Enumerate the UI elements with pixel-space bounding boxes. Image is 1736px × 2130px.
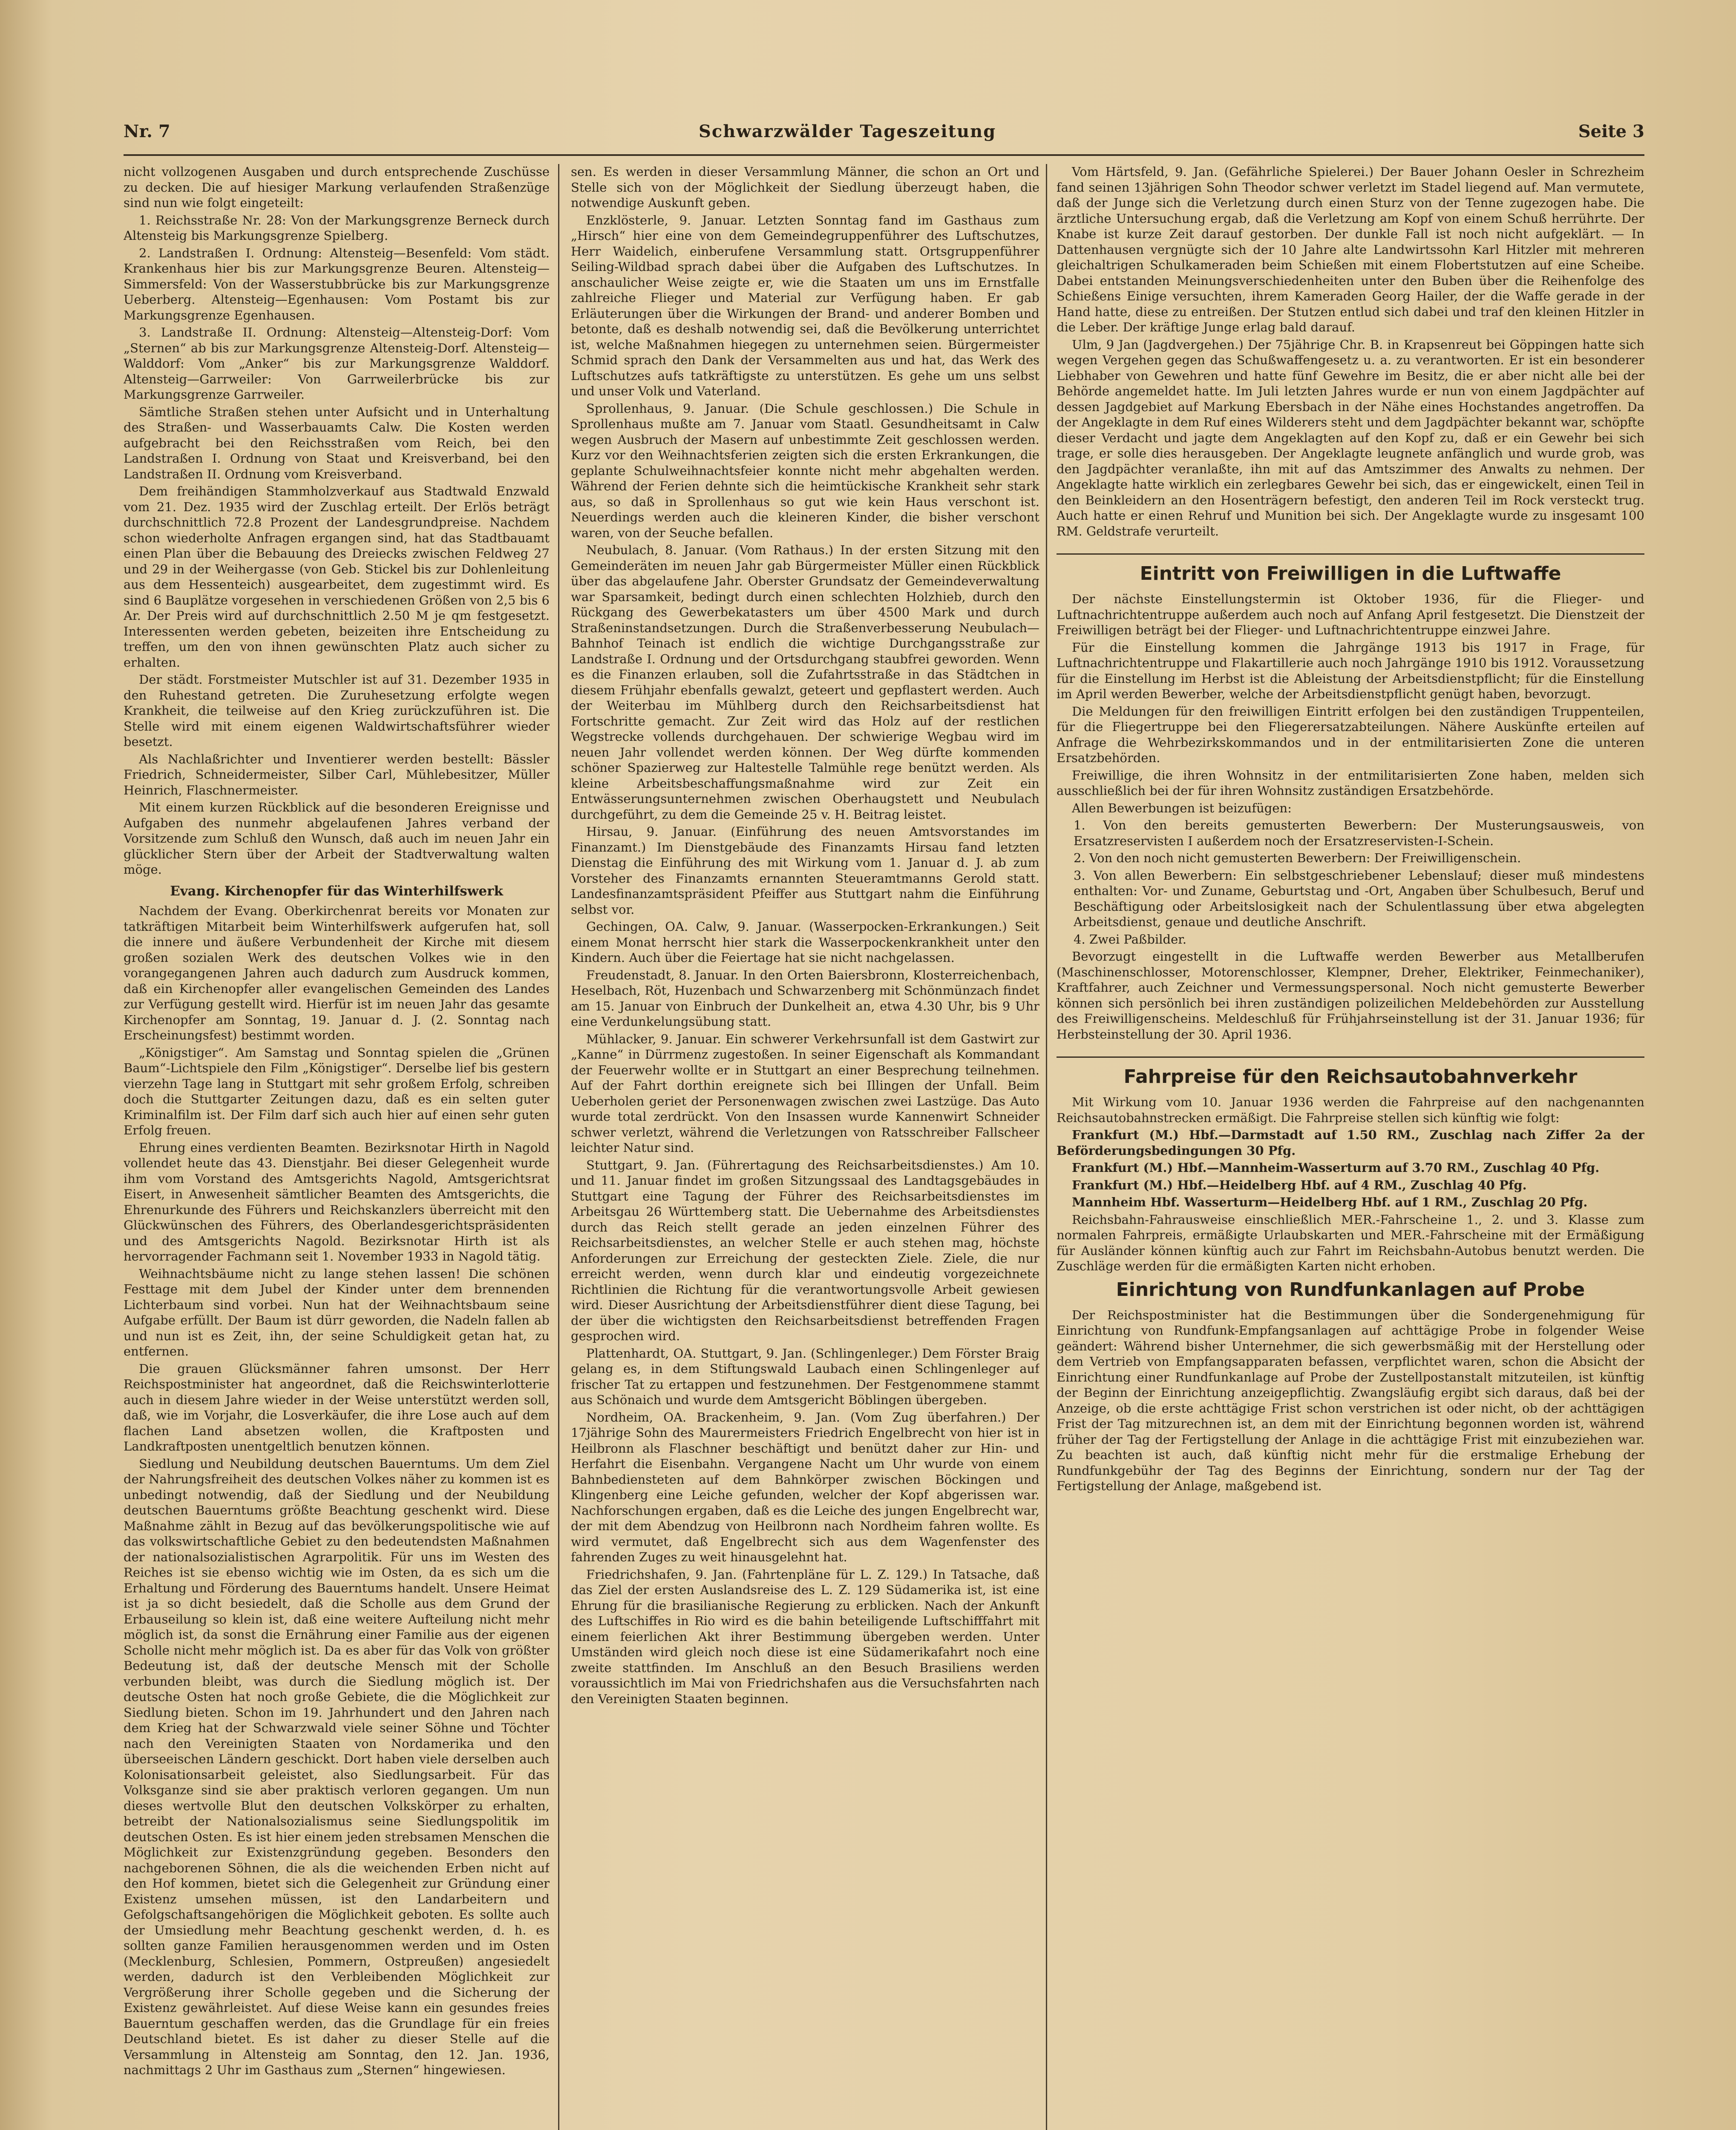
article-paragraph: Friedrichshafen, 9. Jan. (Fahrtenpläne für L. Z. 129.) In Tatsache, daß das Ziel der ersten Auslandsreise des L. Z. 129 Südamerika ist, ist eine Ehrung für die brasilianische Regierung zu erblicken. Nach der Ankunft des Luftschiffes in Rio wird es die bahin beteiligende Luftschifffahrt mit einem feierlichen Akt ihrer Bestimmung übergeben werden. Unter Umständen wird gleich noch diese ist eine Südamerikafahrt noch eine zweite stattfinden. Im Anschluß an den Besuch Brasiliens werden voraussichtlich im Mai von Friedrichshafen aus die Versuchsfahrten nach den Vereinigten Staaten beginnen. (571, 1567, 1039, 1706)
article-paragraph: Sprollenhaus, 9. Januar. (Die Schule geschlossen.) Die Schule in Sprollenhaus mußte am 7. Januar vom Staatl. Gesundheitsamt in Calw wegen Ausbruch der Masern auf unbestimmte Zeit geschlossen werden. Kurz vor den Weihnachtsferien zeigten sich die ersten Erkrankungen, die geplante Schulweihnachtsfeier konnte nicht mehr abgehalten werden. Während der Ferien dehnte sich die heimtückische Krankheit sehr stark aus, so daß in Sprollenhaus so gut wie kein Haus verschont ist. Neuerdings werden auch die kleineren Kinder, die bisher verschont waren, von der Seuche befallen. (571, 401, 1039, 540)
article-paragraph: Sämtliche Straßen stehen unter Aufsicht und in Unterhaltung des Straßen- und Wasserbauamts Calw. Die Kosten werden aufgebracht bei den Reichsstraßen vom Reich, bei den Landstraßen I. Ordnung von Staat und Kreisverband, bei den Landstraßen II. Ordnung vom Kreisverband. (124, 404, 550, 481)
masthead: Schwarzwälder Tageszeitung (699, 121, 996, 141)
article-paragraph: Der städt. Forstmeister Mutschler ist auf 31. Dezember 1935 in den Ruhestand getreten. Die Zuruhesetzung erfolgte wegen Krankheit, die teilweise auf den Krieg zurückzuführen ist. Die Stelle wird mit einem eigenen Waldwirtschaftsführer wieder besetzt. (124, 672, 550, 749)
article-paragraph: Gechingen, OA. Calw, 9. Januar. (Wasserpocken-Erkrankungen.) Seit einem Monat herrscht hier stark die Wasserpockenkrankheit unter den Kindern. Auch über die Feiertage hat sie nicht nachgelassen. (571, 919, 1039, 965)
column-3 (1057, 164, 1644, 2130)
headline-rundfunk: Einrichtung von Rundfunkanlagen auf Probe (1116, 1278, 1585, 1301)
list-item: 4. Zwei Paßbilder. (1074, 932, 1187, 947)
list-item: 1. Von den bereits gemusterten Bewerbern: Der Musterungsausweis, von Ersatzreservisten I außerdem noch der Ersatzreservisten-I-Schein. (1074, 818, 1644, 848)
article-paragraph: Mühlacker, 9. Januar. Ein schwerer Verkehrsunfall ist dem Gastwirt zur „Kanne“ in Dürrmenz zugestoßen. In seiner Eigenschaft als Kommandant der Feuerwehr wollte er in Stuttgart an einer Besprechung teilnehmen. Auf der Fahrt dorthin ereignete sich bei Illingen der Unfall. Beim Ueberholen geriet der Personenwagen zwischen zwei Lastzüge. Das Auto wurde total zerdrückt. Von den Insassen wurde Kannenwirt Schneider schwer verletzt, während die Verletzungen von Ratsschreiber Fallscheer leichter Natur sind. (571, 1031, 1039, 1155)
issue-number: Nr. 7 (124, 121, 170, 141)
article-paragraph: Neubulach, 8. Januar. (Vom Rathaus.) In der ersten Sitzung mit den Gemeinderäten im neuen Jahr gab Bürgermeister Müller einen Rückblick über das abgelaufene Jahr. Oberster Grundsatz der Gemeindeverwaltung war Sparsamkeit, bedingt durch einen schlechten Holzhieb, durch den Rückgang des Gewerbekatasters um über 4500 Mark und durch Straßeninstandsetzungen. Durch die Straßenverbesserung Neubulach—Bahnhof Teinach ist endlich die wichtige Durchgangsstraße zur Landstraße I. Ordnung und der Ortsdurchgang staubfrei geworden. Wenn es die Finanzen erlauben, soll die Zufahrtsstraße in das Städtchen in diesem Frühjahr ebenfalls gewalzt, geteert und gepflastert werden. Auch der Weiterbau im Mühlberg durch den Reichsarbeitsdienst hat Fortschritte gemacht. Zur Zeit wird das Holz auf der restlichen Wegstrecke vollends durchgehauen. Der schwierige Wegbau wird im neuen Jahr vollendet werden können. Der Weg dürfte kommenden schöner Spazierweg zur Haltestelle Talmühle rege benützt werden. Als kleine Arbeitsbeschaffungsmaßnahme wird zur Zeit ein Entwässerungsunternehmen zwischen Oberhaugstett und Neubulach durchgeführt, zu dem die Gemeinde 25 v. H. Beitrag leistet. (571, 543, 1039, 822)
headline-luftwaffe: Eintritt von Freiwilligen in die Luftwaffe (1140, 563, 1561, 584)
fare-item: Frankfurt (M.) Hbf.—Heidelberg Hbf. auf 4 RM., Zuschlag 40 Pfg. (1072, 1177, 1527, 1192)
article-paragraph: Enzklösterle, 9. Januar. Letzten Sonntag fand im Gasthaus zum „Hirsch“ hier eine von dem Gemeindegruppenführer des Luftschutzes, Herr Waidelich, einberufene Versammlung statt. Ortsgruppenführer Seiling-Wildbad sprach dabei über die Aufgaben des Luftschutzes. In anschaulicher Weise zeigte er, wie die Staaten um uns im Ernstfalle zahlreiche Flieger und Material zur Verfügung haben. Er gab Erläuterungen über die Wirkungen der Brand- und anderer Bomben und betonte, daß es deshalb notwendig sei, daß die Bevölkerung unterrichtet ist, welche Maßnahmen hiegegen zu unternehmen seien. Bürgermeister Schmid sprach den Dank der Versammelten aus und hat, das Werk des Luftschutzes aufs tatkräftigste zu unterstützen. Es gehe um uns selbst und unser Volk und Vaterland. (571, 213, 1039, 398)
fare-item: Mannheim Hbf. Wasserturm—Heidelberg Hbf. auf 1 RM., Zuschlag 20 Pfg. (1072, 1195, 1588, 1209)
article-paragraph: Der Reichspostminister hat die Bestimmungen über die Sondergenehmigung für Einrichtung von Rundfunk-Empfangsanlagen auf achttägige Probe in folgender Weise geändert: Während bisher Unternehmer, die sich gewerbsmäßig mit der Herstellung oder dem Vertrieb von Empfangsapparaten befassen, verpflichtet waren, schon die Absicht der Einrichtung einer Rundfunkanlage auf Probe der Zustellpostanstalt mitzuteilen, ist künftig der Beginn der Einrichtung anzeigepflichtig. Zwangsläufig ergibt sich daraus, daß bei der Anzeige, ob die erste achttägige Frist schon verstrichen ist oder nicht, ob der achttägigen Frist der Tag mitzurechnen ist, an dem mit der Einrichtung begonnen worden ist, während früher der Tag der Fertigstellung der Anlage in die achttägige Frist mit einzubeziehen war. Zu beachten ist auch, daß künftig nicht mehr für die erstmalige Erhebung der Rundfunkgebühr der Tag des Beginns der Einrichtung, sondern nur der Tag der Fertigstellung der Anlage, maßgebend ist. (1057, 1307, 1644, 1493)
article-paragraph: Vom Härtsfeld, 9. Jan. (Gefährliche Spielerei.) Der Bauer Johann Oesler in Schrezheim fand seinen 13jährigen Sohn Theodor schwer verletzt im Stadel liegend auf. Man vermutete, daß der Junge sich die Verletzung durch einen Sturz von der Tenne zugezogen habe. Die ärztliche Untersuchung ergab, daß die Verletzung am Kopf von einem Schuß herrührte. Der Knabe ist kurze Zeit darauf gestorben. Der dunkle Fall ist noch nicht aufgeklärt. — In Dattenhausen vergnügte sich der 10 Jahre alte Landwirtssohn Karl Hitzler mit mehreren gleichaltrigen Schulkameraden beim Schießen mit einem Flobertstutzen auf eine Scheibe. Dabei entstanden Meinungsverschiedenheiten unter den Buben über die Reihenfolge des Schießens Einige versuchten, ihrem Kameraden Georg Hailer, der die Waffe gerade in der Hand hatte, diese zu entreißen. Der Stutzen entlud sich dabei und traf den kleinen Hitzler in die Leber. Der kräftige Junge erlag bald darauf. (1057, 164, 1644, 334)
page-number: Seite 3 (1578, 121, 1644, 141)
article-paragraph: Ehrung eines verdienten Beamten. Bezirksnotar Hirth in Nagold vollendet heute das 43. Dienstjahr. Bei dieser Gelegenheit wurde ihm vom Vorstand des Amtsgerichts Nagold, Amtsgerichtsrat Eisert, in Anwesenheit sämtlicher Beamten des Amtsgerichts, die Ehrenurkunde des Führers und Reichskanzlers überreicht mit den Glückwünschen des Führers, des Oberlandesgerichtspräsidenten und des Amtsgerichts Nagold. Bezirksnotar Hirth ist als hervorragender Fachmann seit 1. November 1933 in Nagold tätig. (124, 1140, 550, 1264)
article-paragraph: Plattenhardt, OA. Stuttgart, 9. Jan. (Schlingenleger.) Dem Förster Braig gelang es, in dem Stiftungswald Laubach einen Schlingenleger auf frischer Tat zu ertappen und festzunehmen. Der Festgenommene stammt aus Schönaich und wurde dem Amtsgericht Böblingen übergeben. (571, 1346, 1039, 1407)
article-paragraph: Nachdem der Evang. Oberkirchenrat bereits vor Monaten zur tatkräftigen Mitarbeit beim Winterhilfswerk aufgerufen hat, soll die innere und äußere Verbundenheit der Kirche mit diesem großen sozialen Werk des deutschen Volkes wie in den vorangegangenen Jahren auch dadurch zum Ausdruck kommen, daß ein Kirchenopfer aller evangelischen Gemeinden des Landes zur Verfügung gestellt wird. Hierfür ist im neuen Jahr das gesamte Kirchenopfer am Sonntag, 19. Januar d. J. (2. Sonntag nach Erscheinungsfest) bestimmt worden. (124, 904, 550, 1042)
article-paragraph: Mit einem kurzen Rückblick auf die besonderen Ereignisse und Aufgaben des nunmehr abgelaufenen Jahres verband der Vorsitzende zum Schluß den Wunsch, daß auch im neuen Jahr ein glücklicher Stern über der Arbeit der Stadtverwaltung walten möge. (124, 800, 550, 877)
article-paragraph: nicht vollzogenen Ausgaben und durch entsprechende Zuschüsse zu decken. Die auf hiesiger Markung verlaufenden Straßenzüge sind nun wie folgt eingeteilt: (124, 164, 550, 210)
fare-item: Frankfurt (M.) Hbf.—Darmstadt auf 1.50 RM., Zuschlag nach Ziffer 2a der Beförderungsbedingungen 30 Pfg. (1057, 1128, 1644, 1158)
article-paragraph: Für die Einstellung kommen die Jahrgänge 1913 bis 1917 in Frage, für Luftnachrichtentruppe und Flakartillerie auch noch Jahrgänge 1910 bis 1912. Voraussetzung für die Einstellung im Herbst ist die Ableistung der Arbeitsdienstpflicht; für die Einstellung im April werden Bewerber, welche der Arbeitsdienstpflicht genügt haben, bevorzugt. (1057, 640, 1644, 701)
article-paragraph: „Königstiger“. Am Samstag und Sonntag spielen die „Grünen Baum“-Lichtspiele den Film „Königstiger“. Derselbe lief bis gestern vierzehn Tage lang in Stuttgart mit sehr großem Erfolg, schreiben doch die Stuttgarter Zeitungen dazu, daß es ein selten guter Kriminalfilm ist. Der Film darf sich auch hier auf einen sehr guten Erfolg freuen. (124, 1045, 550, 1137)
column-1 (124, 164, 550, 2130)
article-paragraph: Allen Bewerbungen ist beizufügen: (1072, 800, 1292, 815)
article-paragraph: 2. Landstraßen I. Ordnung: Altensteig—Besenfeld: Vom städt. Krankenhaus hier bis zur Markungsgrenze Beuren. Altensteig—Simmersfeld: Von der Wasserstubbrücke bis zur Markungsgrenze Ueberberg. Altensteig—Egenhausen: Vom Postamt bis zur Markungsgrenze Egenhausen. (124, 245, 550, 322)
article-paragraph: Nordheim, OA. Brackenheim, 9. Jan. (Vom Zug überfahren.) Der 17jährige Sohn des Maurermeisters Friedrich Engelbrecht von hier ist in Heilbronn als Flaschner beschäftigt und benützt daher zur Hin- und Herfahrt die Eisenbahn. Vergangene Nacht um Uhr wurde von einem Bahnbediensteten auf dem Bahnkörper zwischen Böckingen und Klingenberg eine Leiche gefunden, welcher der Kopf abgerissen war. Nachforschungen ergaben, daß es die Leiche des jungen Engelbrecht war, der mit dem Abendzug von Heilbronn nach Nordheim fahren wollte. Es wird vermutet, daß Engelbrecht sich aus dem Wagenfenster des fahrenden Zuges zu weit hinausgelehnt hat. (571, 1410, 1039, 1564)
section-heading: Evang. Kirchenopfer für das Winterhilfswerk (170, 883, 503, 899)
article-paragraph: Weihnachtsbäume nicht zu lange stehen lassen! Die schönen Festtage mit dem Jubel der Kinder unter dem brennenden Lichterbaum sind vorbei. Nun hat der Weihnachtsbaum seine Aufgabe erfüllt. Der Baum ist dürr geworden, die Nadeln fallen ab und nun ist es Zeit, ihn, der seine Schuldigkeit getan hat, zu entfernen. (124, 1266, 550, 1359)
list-item: 3. Von allen Bewerbern: Ein selbstgeschriebener Lebenslauf; dieser muß mindestens enthalten: Vor- und Zuname, Geburtstag und -Ort, Angaben über Schulbesuch, Beruf und Beschäftigung oder Arbeitslosigkeit nach der Schulentlassung über etwa abgelegten Arbeitsdienst, genaue und deutliche Anschrift. (1074, 868, 1644, 929)
article-paragraph: Stuttgart, 9. Jan. (Führertagung des Reichsarbeitsdienstes.) Am 10. und 11. Januar findet im großen Sitzungssaal des Landtagsgebäudes in Stuttgart eine Tagung der Führer des Reichsarbeitsdienstes im Arbeitsgau 26 Württemberg statt. Die Uebernahme des Arbeitsdienstes durch das Reich stellt gerade an jeden einzelnen Führer des Reichsarbeitsdienstes, an welcher Stelle er auch stehen mag, höchste Anforderungen zur Erreichung der gesteckten Ziele. Ziele, die nur erreicht werden, wenn durch klar und eindeutig vorgezeichnete Richtlinien die Richtung für die verantwortungsvolle Arbeit gewiesen wird. Dieser Ausrichtung der Arbeitsdienstführer dient diese Tagung, bei der über die wichtigsten den Reichsarbeitsdienst betreffenden Fragen gesprochen wird. (571, 1157, 1039, 1343)
article-paragraph: Die grauen Glücksmänner fahren umsonst. Der Herr Reichspostminister hat angeordnet, daß die Reichswinterlotterie auch in diesem Jahre wieder in der Weise unterstützt werden soll, daß, wie im Vorjahr, die Losverkäufer, die ihre Lose auch auf dem flachen Land absetzen wollen, die Kraftposten und Landkraftposten unentgeltlich benutzen können. (124, 1361, 550, 1454)
column-2 (571, 164, 1039, 2130)
article-paragraph: Bevorzugt eingestellt in die Luftwaffe werden Bewerber aus Metallberufen (Maschinenschlosser, Motorenschlosser, Klempner, Dreher, Elektriker, Feinmechaniker), Kraftfahrer, auch Zeichner und Vermessungspersonal. Noch nicht gemusterte Bewerber können sich persönlich bei ihren zuständigen polizeilichen Meldebehörden zur Ausstellung des Freiwilligenscheins. Meldeschluß für Frühjahrseinstellung ist der 31. Januar 1936; für Herbsteinstellung der 30. April 1936. (1057, 949, 1644, 1042)
page-header (124, 121, 1644, 151)
fare-item: Frankfurt (M.) Hbf.—Mannheim-Wasserturm auf 3.70 RM., Zuschlag 40 Pfg. (1072, 1160, 1600, 1175)
article-paragraph: Als Nachlaßrichter und Inventierer werden bestellt: Bässler Friedrich, Schneidermeister, Silber Carl, Mühlebesitzer, Müller Heinrich, Flaschnermeister. (124, 751, 550, 797)
list-item: 2. Von den noch nicht gemusterten Bewerbern: Der Freiwilligenschein. (1074, 851, 1521, 865)
headline-fahrpreise: Fahrpreise für den Reichsautobahnverkehr (1123, 1066, 1578, 1088)
column-separator (1046, 164, 1047, 2130)
section-rule (1057, 1056, 1644, 1058)
article-paragraph: Freudenstadt, 8. Januar. In den Orten Baiersbronn, Klosterreichenbach, Heselbach, Röt, Huzenbach und Schwarzenberg mit Schönmünzach findet am 15. Januar von Einbruch der Dunkelheit an, etwa 4.30 Uhr, bis 9 Uhr eine Verdunkelungsübung statt. (571, 967, 1039, 1029)
article-paragraph: Der nächste Einstellungstermin ist Oktober 1936, für die Flieger- und Luftnachrichtentruppe außerdem auch noch auf Anfang April festgesetzt. Die Dienstzeit der Freiwilligen beträgt bei der Flieger- und Luftnachrichtentruppe einzwei Jahre. (1057, 592, 1644, 637)
header-rule (124, 154, 1644, 156)
article-paragraph: 1. Reichsstraße Nr. 28: Von der Markungsgrenze Berneck durch Altensteig bis Markungsgrenze Spielberg. (124, 213, 550, 243)
article-paragraph: Reichsbahn-Fahrausweise einschließlich MER.-Fahrscheine 1., 2. und 3. Klasse zum normalen Fahrpreis, ermäßigte Urlaubskarten und MER.-Fahrscheine mit der Ermäßigung für Ausländer können künftig auch zur Fahrt im Reichsbahn-Autobus benutzt werden. Die Zuschläge werden für die ermäßigten Karten nicht erhoben. (1057, 1212, 1644, 1273)
requirements-list (1057, 817, 1644, 947)
column-separator (558, 164, 559, 2130)
article-paragraph: Siedlung und Neubildung deutschen Bauerntums. Um dem Ziel der Nahrungsfreiheit des deutschen Volkes näher zu kommen ist es unbedingt notwendig, daß der Siedlung und der Neubildung deutschen Bauerntums größte Beachtung geschenkt wird. Diese Maßnahme zählt in Bezug auf das bevölkerungspolitische wie auf das volkswirtschaftliche Gebiet zu den bedeutendsten Maßnahmen der nationalsozialistischen Agrarpolitik. Für uns im Westen des Reiches ist sie ebenso wichtig wie im Osten, da es sich um die Erhaltung und Förderung des Bauerntums handelt. Unsere Heimat ist ja so dicht besiedelt, daß die Scholle aus dem Grund der Erbauseilung so klein ist, daß eine weitere Aufteilung nicht mehr möglich ist, da sonst die Ernährung einer Familie aus der eigenen Scholle nicht mehr möglich ist. Da es aber für das Volk von größter Bedeutung ist, daß der deutsche Mensch mit der Scholle verbunden bleibt, was durch die Siedlung möglich ist. Der deutsche Osten hat noch große Gebiete, die die Möglichkeit zur Siedlung bieten. Schon im 19. Jahrhundert und den Jahren nach dem Krieg hat der Schwarzwald viele seiner Söhne und Töchter nach den Vereinigten Staaten von Nordamerika und den überseeischen Ländern geschickt. Dort haben viele derselben auch Kolonisationsarbeit geleistet, also Siedlungsarbeit. Für das Volksganze sind sie aber praktisch verloren gegangen. Um nun dieses wertvolle Blut den deutschen Volkskörper zu erhalten, betreibt der Nationalsozialismus seine Siedlungspolitik im deutschen Osten. Es ist hier einem jeden strebsamen Menschen die Möglichkeit zur Existenzgründung gegeben. Besonders den nachgeborenen Söhnen, die als die weichenden Erben nicht auf den Hof kommen, bietet sich die Gelegenheit zur Gründung einer Existenz umsehen müssen, ist den Landarbeitern und Gefolgschaftsangehörigen die Möglichkeit geboten. Es sollte auch der Umsiedlung mehr Beachtung geschenkt werden, d. h. es sollten ganze Familien herausgenommen werden und im Osten (Mecklenburg, Schlesien, Pommern, Ostpreußen) angesiedelt werden, dadurch ist den Verbleibenden Möglichkeit zur Vergrößerung ihrer Scholle gegeben und die Sicherung der Existenz gewährleistet. Auf diese Weise kann ein gesundes freies Bauerntum geschaffen werden, das die Grundlage für ein freies Deutschland bietet. Es ist daher zu dieser Stelle auf die Versammlung in Altensteig am Sonntag, den 12. Jan. 1936, nachmittags 2 Uhr im Gasthaus zum „Sternen“ hingewiesen. (124, 1456, 550, 2077)
article-paragraph: Hirsau, 9. Januar. (Einführung des neuen Amtsvorstandes im Finanzamt.) Im Dienstgebäude des Finanzamts Hirsau fand letzten Dienstag die Einführung des mit Wirkung vom 1. Januar d. J. ab zum Vorsteher des Finanzamts ernannten Steueramtmanns Gerold statt. Landesfinanzamtspräsident Pfeiffer aus Stuttgart nahm die Einführung selbst vor. (571, 824, 1039, 917)
article-paragraph: Ulm, 9 Jan (Jagdvergehen.) Der 75jährige Chr. B. in Krapsenreut bei Göppingen hatte sich wegen Vergehen gegen das Schußwaffengesetz u. a. zu verantworten. Er ist ein besonderer Liebhaber von Gewehren und hatte fünf Gewehre im Besitz, die er aber nicht alle bei der Behörde angemeldet hatte. Im Juli letzten Jahres wurde er nun von einem Jagdpächter auf dessen Jagdgebiet auf Markung Ebersbach in der Nähe eines Hochstandes angetroffen. Da der Angeklagte in dem Ruf eines Wilderers steht und dem Jagdpächter bekannt war, schöpfte dieser Verdacht und jagte dem Angeklagten auf den Kopf zu, daß er ein Gewehr bei sich trage, er solle dies herausgeben. Der Angeklagte leugnete anfänglich und wurde grob, was den Jagdpächter veranlaßte, ihn mit auf das Amtszimmer des Anwalts zu nehmen. Der Angeklagte hatte wirklich ein zerlegbares Gewehr bei sich, das er eingewickelt, einen Teil in den Beinkleidern an den Hosenträgern befestigt, den anderen Teil im Rock versteckt trug. Auch hatte er einen Rehruf und Munition bei sich. Der Angeklagte wurde zu insgesamt 100 RM. Geldstrafe verurteilt. (1057, 337, 1644, 538)
article-paragraph: Die Meldungen für den freiwilligen Eintritt erfolgen bei den zuständigen Truppenteilen, für die Fliegertruppe bei den Fliegerersatzabteilungen. Nähere Auskünfte erteilen auf Anfrage die Wehrbezirkskommandos und in der entmilitarisierten Zone die unteren Ersatzbehörden. (1057, 704, 1644, 765)
article-paragraph: Freiwillige, die ihren Wohnsitz in der entmilitarisierten Zone haben, melden sich ausschließlich bei der für ihren Wohnsitz zuständigen Ersatzbehörde. (1057, 768, 1644, 798)
article-paragraph: Dem freihändigen Stammholzverkauf aus Stadtwald Enzwald vom 21. Dez. 1935 wird der Zuschlag erteilt. Der Erlös beträgt durchschnittlich 72.8 Prozent der Landesgrundpreise. Nachdem schon wiederholte Anfragen ergangen sind, hat das Stadtbauamt einen Plan über die Bebauung des Dreiecks zwischen Feldweg 27 und 29 in der Weihergasse (von Geb. Stickel bis zur Dohlenleitung aus dem Hessenteich) ausgearbeitet, dem zugestimmt wird. Es sind 6 Bauplätze vorgesehen in verschiedenen Größen von 2,5 bis 6 Ar. Der Preis wird auf durchschnittlich 2.50 M je qm festgesetzt. Interessenten werden gebeten, beizeiten ihre Entscheidung zu treffen, um den von ihnen gewünschten Platz auch sicher zu erhalten. (124, 484, 550, 670)
article-paragraph: 3. Landstraße II. Ordnung: Altensteig—Altensteig-Dorf: Vom „Sternen“ ab bis zur Markungsgrenze Altensteig-Dorf. Altensteig—Walddorf: Vom „Anker“ bis zur Markungsgrenze Walddorf. Altensteig—Garrweiler: Von Garrweilerbrücke bis zur Markungsgrenze Garrweiler. (124, 325, 550, 402)
section-rule (1057, 553, 1644, 555)
article-paragraph: sen. Es werden in dieser Versammlung Männer, die schon an Ort und Stelle sich von der Möglichkeit der Siedlung überzeugt haben, die notwendige Auskunft geben. (571, 164, 1039, 210)
article-paragraph: Mit Wirkung vom 10. Januar 1936 werden die Fahrpreise auf den nachgenannten Reichsautobahnstrecken ermäßigt. Die Fahrpreise stellen sich künftig wie folgt: (1057, 1095, 1644, 1125)
